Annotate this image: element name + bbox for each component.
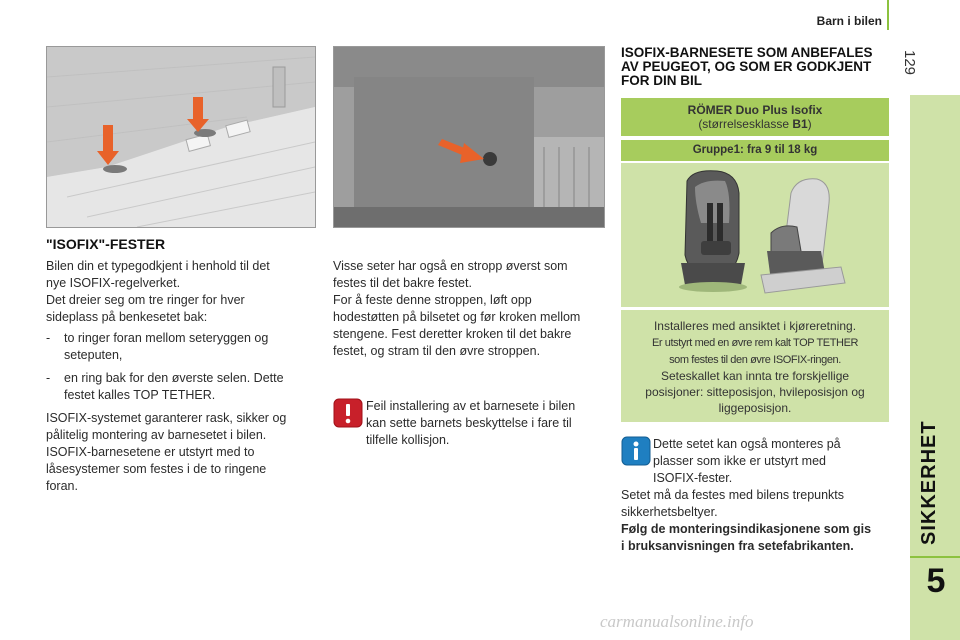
text-line: ISOFIX-fester. — [653, 471, 733, 485]
text-line: ISOFIX-BARNESETE SOM ANBEFALES — [621, 45, 873, 60]
text-line: Bilen din et typegodkjent i henhold til det — [46, 259, 270, 273]
installation-text — [621, 310, 889, 416]
section-title: Barn i bilen — [816, 14, 882, 28]
chapter-number: 5 — [926, 562, 946, 600]
size-class-suffix: ) — [807, 117, 812, 131]
bench-illustration — [47, 47, 315, 227]
size-class — [621, 117, 889, 131]
text-line: som festes til den øvre ISOFIX-ringen. — [669, 354, 841, 366]
text-line: plasser som ikke er utstyrt med — [653, 454, 826, 468]
child-seat-illustration — [621, 163, 889, 307]
isofix-description — [46, 258, 316, 499]
text-line: tilfelle kollisjon. — [366, 433, 450, 447]
top-tether-photo — [333, 46, 605, 228]
text-line: foran. — [46, 479, 78, 493]
info-text — [653, 436, 893, 487]
chapter-side-tab — [910, 95, 960, 640]
recommended-seat-heading — [621, 46, 893, 88]
installation-box — [621, 310, 889, 422]
top-tether-description — [333, 258, 608, 360]
seat-name-box — [621, 98, 889, 136]
chapter-divider — [910, 556, 960, 558]
text-line: posisjoner: sitteposisjon, hvileposisjon og — [645, 385, 865, 399]
text-line: Er utstyrt med en øvre rem kalt TOP TETHER — [651, 337, 859, 349]
text-line: Dette setet kan også monteres på — [653, 437, 841, 451]
page-number: 129 — [901, 50, 918, 76]
text-line: festet kalles TOP TETHER. — [64, 388, 216, 402]
size-class-prefix: (størrelsesklasse — [698, 117, 793, 131]
info-icon — [621, 436, 651, 466]
list-item — [46, 330, 316, 364]
text-line: Det dreier seg om tre ringer for hver — [46, 293, 245, 307]
warning-icon — [333, 398, 363, 428]
watermark: carmanualsonline.info — [600, 612, 754, 631]
list-item — [46, 370, 316, 404]
seat-image-box — [621, 163, 889, 307]
group-label: Gruppe1: fra 9 til 18 kg — [692, 144, 818, 156]
text-line: pålitelig montering av barnesetet i bilen. — [46, 428, 267, 442]
text-line: Installeres med ansiktet i kjøreretning. — [653, 319, 857, 333]
size-class-value: B1 — [792, 117, 808, 131]
text-line: sideplass på benkesetet bak: — [46, 310, 208, 324]
text-line: ISOFIX-systemet garanterer rask, sikker og — [46, 411, 287, 425]
text-line: to ringer foran mellom seteryggen og — [64, 331, 269, 345]
text-line: i bruksanvisningen fra setefabrikanten. — [621, 539, 854, 553]
seat-name: RÖMER Duo Plus Isofix — [687, 103, 823, 117]
text-line: Feil installering av et barnesete i bilen — [366, 399, 576, 413]
text-line: hodestøtten på bilsetet og før kroken mellom — [333, 310, 581, 324]
text-line: Setet må da festes med bilens trepunkts — [621, 488, 845, 502]
group-box — [621, 140, 889, 161]
header-divider — [887, 0, 889, 30]
text-line: festet, og stram til den øvre stroppen. — [333, 344, 541, 358]
text-line: kan sette barnets beskyttelse i fare til — [366, 416, 572, 430]
text-line: ISOFIX-barnesetene er utstyrt med to — [46, 445, 255, 459]
text-line: liggeposisjon. — [718, 401, 792, 415]
text-line: AV PEUGEOT, OG SOM ER GODKJENT — [621, 59, 872, 74]
text-line: Visse seter har også en stropp øverst som — [333, 259, 568, 273]
text-line: festes til det bakre festet. — [333, 276, 472, 290]
text-line: For å feste denne stroppen, løft opp — [333, 293, 532, 307]
text-line: Seteskallet kan innta tre forskjellige — [660, 369, 850, 383]
text-line: stengene. Fest deretter kroken til det bakre — [333, 327, 572, 341]
note-text — [621, 487, 901, 555]
text-line: låsesystemer som festes i de to ringene — [46, 462, 267, 476]
trunk-illustration — [334, 47, 604, 227]
text-line: nye ISOFIX-regelverket. — [46, 276, 181, 290]
chapter-label: SIKKERHET — [918, 420, 940, 545]
text-line: seteputen, — [64, 348, 123, 362]
text-line: sikkerhetsbeltyer. — [621, 505, 718, 519]
text-line: FOR DIN BIL — [621, 73, 702, 88]
isofix-bench-photo — [46, 46, 316, 228]
text-line: Følg de monteringsindikasjonene som gis — [621, 522, 872, 536]
isofix-heading: "ISOFIX"-FESTER — [46, 236, 166, 252]
text-line: en ring bak for den øverste selen. Dette — [64, 371, 284, 385]
warning-text — [366, 398, 606, 449]
